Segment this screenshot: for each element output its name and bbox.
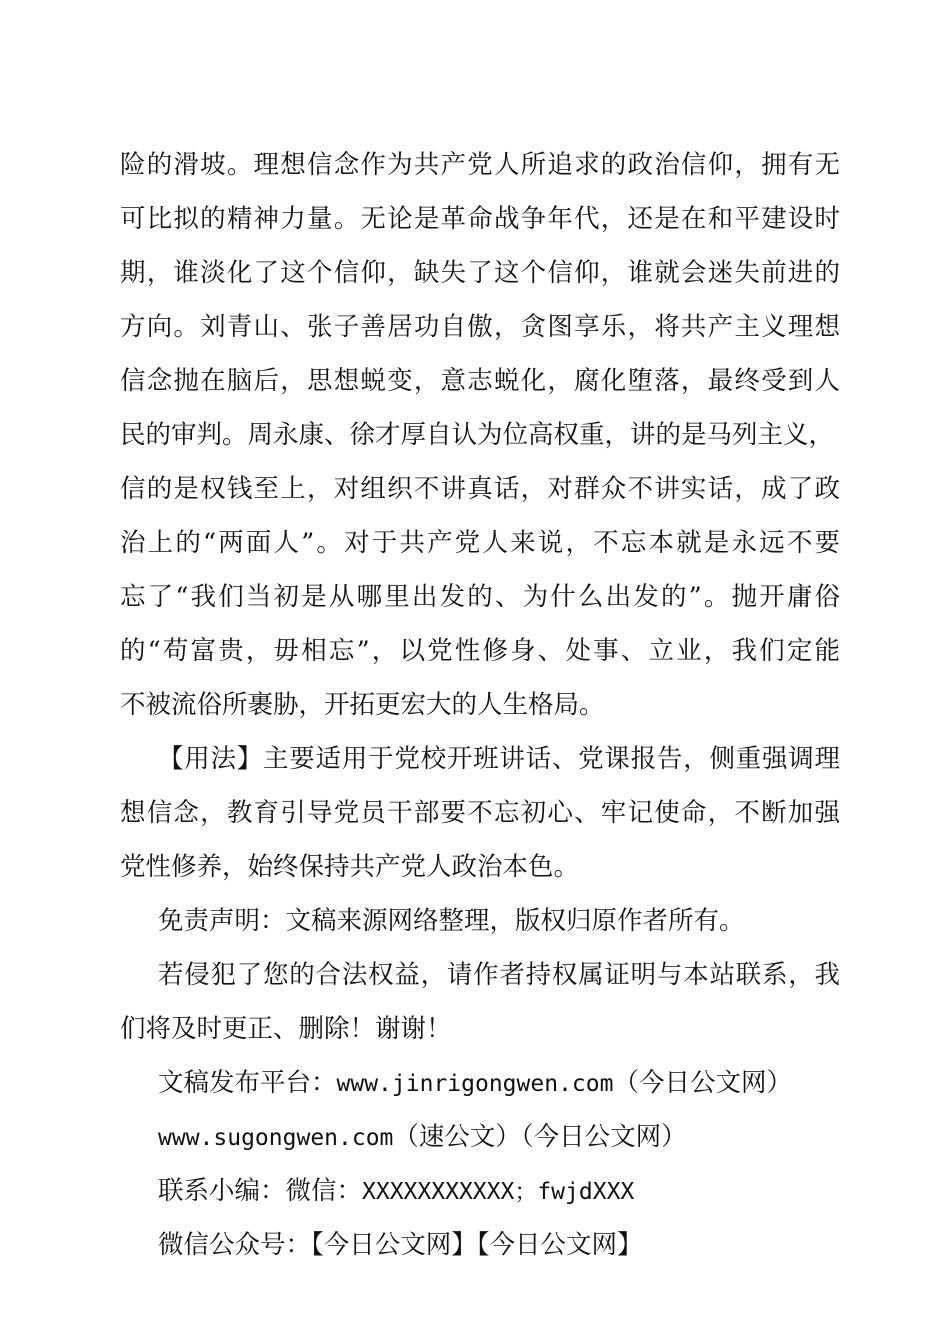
usage-line: 【用法】主要适用于党校开班讲话、党课报告，侧重强调理: [158, 744, 840, 774]
platform-label: 文稿发布平台：: [158, 1068, 337, 1098]
secondary-line: [120, 1110, 840, 1164]
body-line: 不被流俗所裹胁，开拓更宏大的人生格局。: [120, 690, 605, 720]
secondary-url: www.sugongwen.com: [158, 1125, 394, 1151]
disclaimer: 免责声明：文稿来源网络整理，版权归原作者所有。: [158, 906, 745, 936]
platform-url: www.jinrigongwen.com: [336, 1071, 614, 1097]
body-line: 信的是权钱至上，对组织不讲真话，对群众不讲实话，成了政: [120, 474, 840, 504]
body-line: 险的滑坡。理想信念作为共产党人所追求的政治信仰，拥有无: [120, 150, 840, 180]
usage-line: 想信念，教育引导党员干部要不忘初心、牢记使命，不断加强: [120, 798, 840, 828]
secondary-name: （速公文）（今日公文网）: [393, 1122, 687, 1152]
body-line: 的“苟富贵，毋相忘”，以党性修身、处事、立业，我们定能: [120, 636, 840, 666]
wechat-label: 微信公众号：: [158, 1230, 312, 1260]
contact-line: [120, 1164, 840, 1218]
body-line: 可比拟的精神力量。无论是革命战争年代，还是在和平建设时: [120, 204, 840, 234]
platform-line: [120, 1056, 840, 1110]
contact-label: 联系小编：微信：: [158, 1176, 363, 1206]
document-text: [120, 138, 840, 1272]
body-line: 治上的“两面人”。对于共产党人来说，不忘本就是永远不要: [120, 528, 840, 558]
platform-name: （今日公文网）: [613, 1068, 792, 1098]
body-line: 方向。刘青山、张子善居功自傲，贪图享乐，将共产主义理想: [120, 312, 840, 342]
infringement-line: 若侵犯了您的合法权益，请作者持权属证明与本站联系，我: [158, 960, 840, 990]
wechat-line: [120, 1218, 840, 1272]
infringement-line: 们将及时更正、删除！谢谢！: [120, 1014, 452, 1044]
body-line: 民的审判。周永康、徐才厚自认为位高权重，讲的是马列主义，: [120, 420, 835, 450]
wechat-value: 【今日公文网】【今日公文网】: [311, 1230, 643, 1260]
usage-line: 党性修养，始终保持共产党人政治本色。: [120, 852, 580, 882]
body-line: 信念抛在脑后，思想蜕变，意志蜕化，腐化堕落，最终受到人: [120, 366, 840, 396]
body-line: 忘了“我们当初是从哪里出发的、为什么出发的”。抛开庸俗: [120, 582, 840, 612]
contact-value: XXXXXXXXXXX；fwjdXXX: [362, 1179, 635, 1205]
body-line: 期，谁淡化了这个信仰，缺失了这个信仰，谁就会迷失前进的: [120, 258, 840, 288]
